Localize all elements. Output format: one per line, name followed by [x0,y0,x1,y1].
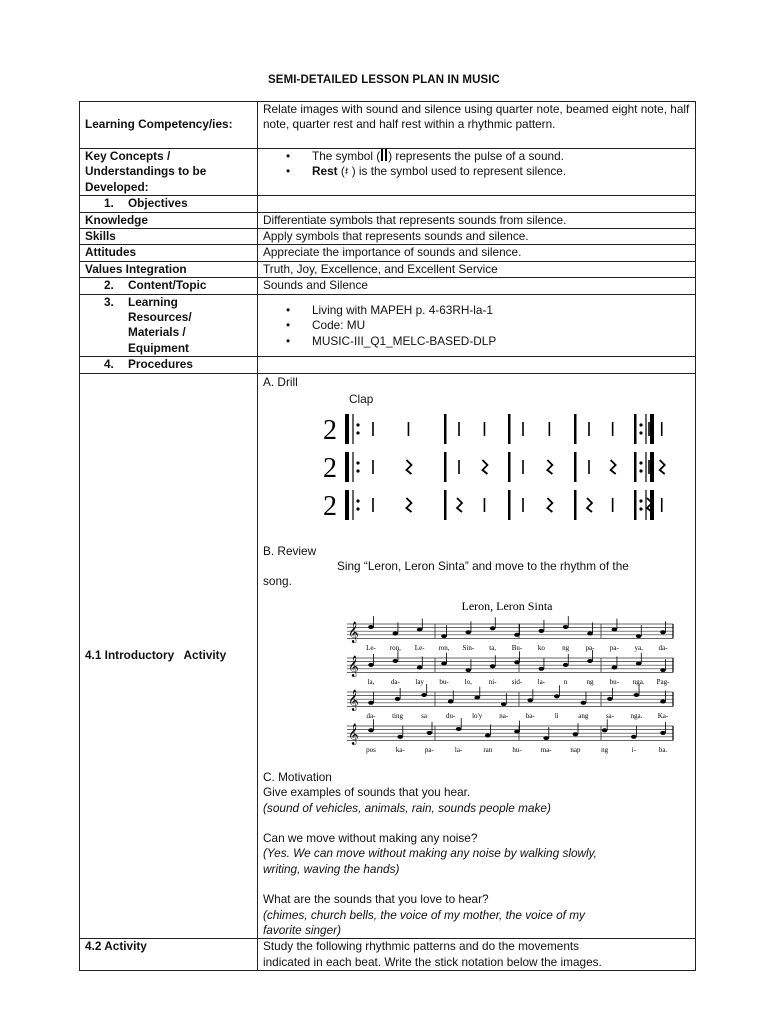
note-head [448,699,454,703]
note-head [612,665,618,669]
activity-text: Study the following rhythmic patterns and do the movements indicated in each beat. Write the stick notation below the images. [258,939,696,971]
staff-system [347,650,673,686]
note-head [581,701,587,705]
treble-clef-icon: 𝄞 [348,655,359,676]
bar-line [444,490,447,520]
lyric-syllable: ko [537,643,545,652]
lyric-syllable: ya, [634,643,643,652]
intro-activity-label: 4.1 Introductory Activity [80,373,258,939]
note-head [397,735,403,739]
note-head [539,629,545,633]
bar-line [508,414,511,444]
lyric-syllable: lo, [464,677,472,686]
quarter-rest-icon [457,498,462,512]
note-head [587,631,593,635]
note-head [393,659,399,663]
skills-label: Skills [80,229,258,245]
treble-clef-icon: 𝄞 [348,689,359,710]
note-head [587,659,593,663]
bar-line [574,414,577,444]
objectives-cell [258,196,696,212]
resource-item: • MUSIC-III_Q1_MELC-BASED-DLP [263,334,690,349]
row-attitudes [80,245,696,261]
quarter-rest-icon [406,498,411,512]
lyric-syllable: Ka- [657,711,669,720]
bar-line [508,490,511,520]
note-head [563,625,569,629]
quarter-rest-icon [587,498,592,512]
lyric-syllable: na- [499,711,509,720]
note-head [421,693,427,697]
staff-system [347,684,673,720]
review-text: Sing “Leron, Leron Sinta” and move to the rhythm of the [337,558,629,573]
content-text: Sounds and Silence [258,278,696,294]
lyric-syllable: hu- [512,745,522,754]
row-resources [80,294,696,357]
row-values [80,261,696,277]
note-head [501,702,507,706]
resource-item: • Code: MU [263,318,690,333]
values-label: Values Integration [80,261,258,277]
note-head [660,630,666,634]
lyric-syllable: ting [392,711,403,720]
lyric-syllable: ma- [540,745,552,754]
motivation-heading: C. Motivation [263,769,332,784]
skills-text: Apply symbols that represents sounds and silence. [258,229,696,245]
review-heading: B. Review [263,543,317,558]
note-head [393,631,399,635]
lyric-syllable: li [554,711,559,720]
motivation-answer-2-cont: writing, waving the hands) [263,861,400,876]
lyric-syllable: ang [578,711,589,720]
note-head [612,627,618,631]
attitudes-label: Attitudes [80,245,258,261]
note-head [660,668,666,672]
note-head [634,693,640,697]
bar-line [508,452,511,482]
lyric-syllable: Pag- [656,677,670,686]
activity-label: 4.2 Activity [80,939,258,971]
lyric-syllable: lay [415,677,424,686]
note-head [441,661,447,665]
note-head [441,634,447,638]
treble-clef-icon: 𝄞 [348,621,359,642]
competency-text: Relate images with sound and silence using quarter note, beamed eight note, half note, quarter rest and half rest within a rhythmic pattern. [258,102,696,149]
lyric-syllable: ng [586,677,594,686]
note-head [427,731,433,735]
note-head [636,634,642,638]
song-score [263,600,691,760]
note-head [514,660,520,664]
row-skills [80,229,696,245]
lyric-syllable: nga. [632,677,645,686]
lyric-syllable: ba- [525,711,535,720]
bar-line [634,490,637,520]
time-signature: 2 [323,414,337,446]
song-title: Leron, Leron Sinta [461,599,553,613]
rhythm-row [323,490,662,522]
quarter-rest-icon [660,460,665,474]
lyric-syllable: Le- [414,643,425,652]
procedures-cell [258,357,696,373]
lyric-syllable: lo'y [472,711,483,720]
note-head [660,699,666,703]
note-head [456,727,462,731]
lyric-syllable: la- [454,745,463,754]
row-content [80,278,696,294]
note-head [514,729,520,733]
quarter-rest-icon [482,460,487,474]
drill-heading: A. Drill [263,374,298,389]
procedures-label: 4. Procedures [80,357,258,373]
note-head [485,733,491,737]
quarter-rest-icon [547,460,552,474]
time-signature: 2 [323,452,337,484]
resource-item: • Living with MAPEH p. 4-63RH-la-1 [263,303,690,318]
row-procedures [80,357,696,373]
time-signature: 2 [323,490,337,522]
pulse-symbol-icon [381,149,387,161]
key-concepts-text [258,149,696,196]
staff-system [347,616,673,652]
note-head [602,728,608,732]
lyric-syllable: da- [658,643,668,652]
competency-label: Learning Competency/ies: [80,102,258,149]
lyric-syllable: bu- [609,677,620,686]
row-objectives [80,196,696,212]
knowledge-text: Differentiate symbols that represents sounds from silence. [258,212,696,228]
content-label: 2. Content/Topic [80,278,258,294]
lyric-syllable: Bu- [511,643,523,652]
clap-label: Clap [349,392,374,407]
motivation-question-1: Give examples of sounds that you hear. [263,785,471,800]
note-head [368,625,374,629]
bar-line [444,414,447,444]
quarter-rest-icon [406,460,411,474]
rest-symbol-icon: 𝄽 [344,164,349,179]
objectives-label: 1. Objectives [80,196,258,212]
lyric-syllable: ka- [395,745,405,754]
lyric-syllable: n [563,677,568,686]
lyric-syllable: Sin- [462,643,475,652]
quarter-rest-icon [547,498,552,512]
lyric-syllable: sa- [605,711,614,720]
note-head [417,627,423,631]
lyric-syllable: pos [366,745,376,754]
bar-line [634,452,637,482]
lyric-syllable: Le- [366,643,376,652]
quarter-rest-icon [611,460,616,474]
lesson-plan-table [79,101,696,971]
staff-system [347,718,673,754]
treble-clef-icon: 𝄞 [348,723,359,744]
lyric-syllable: la- [537,677,546,686]
concept-pulse: • The symbol ( ) represents the pulse of a sound. [263,149,690,164]
note-head [539,667,545,671]
concept-rest: • Rest (𝄽 ) is the symbol used to represent silence. [263,164,690,179]
note-head [490,664,496,668]
row-introductory-activity [80,373,696,939]
rhythm-row [323,452,665,484]
lyric-syllable: i- [631,745,636,754]
review-text-cont: song. [263,574,292,589]
note-head [554,694,560,698]
row-activity [80,939,696,971]
note-head [563,663,569,667]
motivation-question-2: Can we move without making any noise? [263,830,478,845]
rhythm-row [323,414,662,446]
key-concepts-label: Key Concepts / Understandings to be Developed: [80,149,258,196]
lyric-syllable: ron, [389,643,401,652]
note-head [368,701,374,705]
note-head [514,633,520,637]
lyric-syllable: nga. [630,711,643,720]
note-head [543,736,549,740]
motivation-answer-2: (Yes. We can move without making any noise by walking slowly, [263,846,597,861]
lyric-syllable: da- [366,711,376,720]
lyric-syllable: da- [390,677,400,686]
document-title: SEMI-DETAILED LESSON PLAN IN MUSIC [268,74,500,86]
note-head [368,728,374,732]
note-head [466,630,472,634]
note-head [607,697,613,701]
resources-list [258,294,696,357]
lyric-syllable: ng [562,643,570,652]
lyric-syllable: bu- [439,677,449,686]
lyric-syllable: sa [421,711,428,720]
note-head [573,732,579,736]
motivation-question-3: What are the sounds that you love to hear? [263,892,489,907]
lyric-syllable: ng [601,745,609,754]
motivation-answer-3-cont: favorite singer) [263,922,342,937]
note-head [417,665,423,669]
bar-line [574,490,577,520]
row-competency [80,102,696,149]
lyric-syllable: ran [483,745,493,754]
lyric-syllable: ni- [488,677,497,686]
lyric-syllable: sid- [511,677,523,686]
note-head [474,695,480,699]
knowledge-label: Knowledge [80,212,258,228]
resources-label: 3. Learning Resources/ Materials / Equipment [80,294,258,357]
lyric-syllable: la, [367,677,375,686]
note-head [660,731,666,735]
bar-line [444,452,447,482]
note-head [490,626,496,630]
row-key-concepts [80,149,696,196]
bar-line [574,452,577,482]
lyric-syllable: ta, [489,643,497,652]
lyric-syllable: nap [570,745,581,754]
row-knowledge [80,212,696,228]
lyric-syllable: ba. [658,745,668,754]
rhythm-drill-notation [263,410,683,528]
lyric-syllable: pa- [585,643,595,652]
lyric-syllable: du- [445,711,456,720]
motivation-answer-3: (chimes, church bells, the voice of my mother, the voice of my [263,907,585,922]
note-head [368,663,374,667]
note-head [527,698,533,702]
note-head [395,697,401,701]
lyric-syllable: pa- [424,745,434,754]
note-head [466,668,472,672]
note-head [636,661,642,665]
intro-activity-content [258,373,696,939]
values-text: Truth, Joy, Excellence, and Excellent Service [258,261,696,277]
note-head [631,735,637,739]
attitudes-text: Appreciate the importance of sounds and silence. [258,245,696,261]
lyric-syllable: ron, [438,643,450,652]
motivation-answer-1: (sound of vehicles, animals, rain, sounds people make) [263,800,551,815]
lyric-syllable: pa- [609,643,619,652]
bar-line [634,414,637,444]
